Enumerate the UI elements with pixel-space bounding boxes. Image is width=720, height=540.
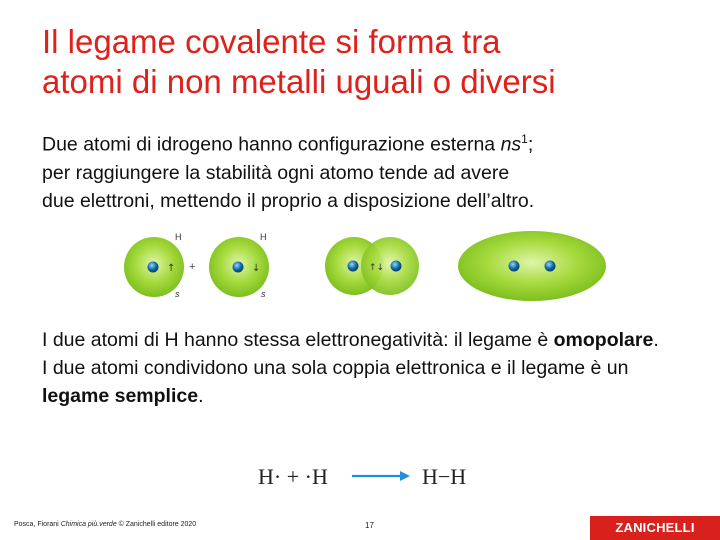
nucleus-atom-1 bbox=[148, 262, 159, 273]
electron-spin-down: ↓ bbox=[252, 263, 261, 274]
explanation-end-2: . bbox=[198, 385, 204, 407]
page-number: 17 bbox=[365, 521, 374, 530]
plus-sign: + bbox=[189, 261, 196, 273]
slide-title bbox=[42, 22, 702, 102]
intro-line-1-text: Due atomi di idrogeno hanno configurazione esterna bbox=[42, 133, 501, 156]
molecule-nucleus-left bbox=[509, 261, 520, 272]
electron-pair-arrows: ↑↓ bbox=[369, 263, 385, 273]
explanation-sentence-2 bbox=[42, 354, 692, 410]
term-omopolare: omopolare bbox=[553, 329, 654, 351]
molecular-orbital bbox=[458, 231, 606, 301]
ns-notation: ns bbox=[500, 133, 522, 156]
nucleus-atom-2 bbox=[233, 262, 244, 273]
title-line-1: Il legame covalente si forma tra bbox=[42, 23, 501, 60]
orbital-1-label: s bbox=[175, 289, 180, 299]
explanation-end-1: . bbox=[653, 329, 659, 351]
explanation-text-1: I due atomi di H hanno stessa elettronegatività: il legame è bbox=[42, 329, 554, 351]
intro-paragraph bbox=[42, 125, 692, 215]
credit-book-title: Chimica più.verde bbox=[60, 521, 117, 528]
atom-2-label: H bbox=[260, 232, 267, 242]
overlap-nucleus-left bbox=[348, 261, 359, 272]
credit-publisher: © Zanichelli editore 2020 bbox=[116, 521, 197, 528]
title-line-2: atomi di non metalli uguali o diversi bbox=[42, 63, 556, 100]
explanation-text-2: I due atomi condividono una sola coppia elettronica e il legame è un bbox=[42, 357, 629, 379]
footer-credit bbox=[14, 521, 196, 528]
intro-line-3: due elettroni, mettendo il proprio a disposizione dell’altro. bbox=[42, 189, 535, 212]
reaction-arrow-head bbox=[400, 471, 410, 481]
hydrogen-bond-diagram bbox=[118, 226, 608, 304]
intro-line-1-end: ; bbox=[527, 133, 534, 156]
credit-authors: Posca, Fiorani bbox=[14, 521, 61, 528]
intro-line-1 bbox=[42, 125, 692, 159]
equation-product: H−H bbox=[422, 464, 467, 489]
explanation-sentence-1 bbox=[42, 326, 692, 354]
lewis-equation bbox=[258, 456, 490, 496]
intro-line-2: per raggiungere la stabilità ogni atomo tende ad avere bbox=[42, 161, 510, 184]
electron-spin-up: ↑ bbox=[167, 263, 176, 274]
orbital-2-label: s bbox=[261, 289, 266, 299]
ns-superscript: 1 bbox=[521, 132, 528, 146]
molecule-nucleus-right bbox=[545, 261, 556, 272]
explanation-paragraph bbox=[42, 326, 692, 410]
atom-1-label: H bbox=[175, 232, 182, 242]
zanichelli-logo: ZANICHELLI bbox=[590, 516, 720, 540]
term-legame-semplice: legame semplice bbox=[42, 385, 199, 407]
overlap-nucleus-right bbox=[391, 261, 402, 272]
equation-reactants: H· + ·H bbox=[258, 464, 328, 489]
